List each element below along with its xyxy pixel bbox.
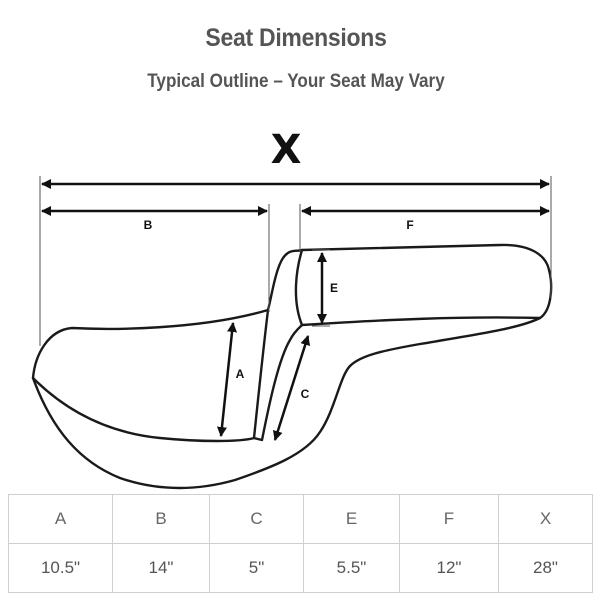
table-header-c: C (210, 495, 304, 544)
dimension-c-label: C (300, 387, 310, 401)
page-subtitle: Typical Outline – Your Seat May Vary (147, 71, 445, 92)
table-value-f: 12" (400, 544, 499, 593)
page-title: Seat Dimensions (205, 24, 387, 52)
dimension-a-label: A (235, 367, 245, 381)
table-header-row (9, 495, 593, 544)
rear-pad-lower-edge (302, 317, 540, 325)
table-header-a: A (9, 495, 113, 544)
table-value-e: 5.5" (304, 544, 400, 593)
table-header-e: E (304, 495, 400, 544)
table-value-a: 10.5" (9, 544, 113, 593)
dimension-x-label: X (270, 127, 302, 173)
table-value-x: 28" (499, 544, 593, 593)
backrest-step-face (254, 325, 302, 440)
dimension-b-label: B (143, 218, 153, 232)
dimension-e-label: E (329, 281, 339, 295)
table-value-b: 14" (113, 544, 210, 593)
dimension-arrows (42, 184, 549, 440)
dimension-f-label: F (406, 218, 414, 232)
table-value-c: 5" (210, 544, 304, 593)
table-header-x: X (499, 495, 593, 544)
table-header-f: F (400, 495, 499, 544)
extension-lines (40, 176, 551, 346)
backrest-lip (296, 250, 302, 325)
dimensions-table (8, 494, 593, 593)
seat-outline (33, 245, 551, 488)
table-header-b: B (113, 495, 210, 544)
table-row (9, 544, 593, 593)
dimension-a-arrow (221, 323, 233, 436)
seat-outer-path (33, 245, 551, 488)
